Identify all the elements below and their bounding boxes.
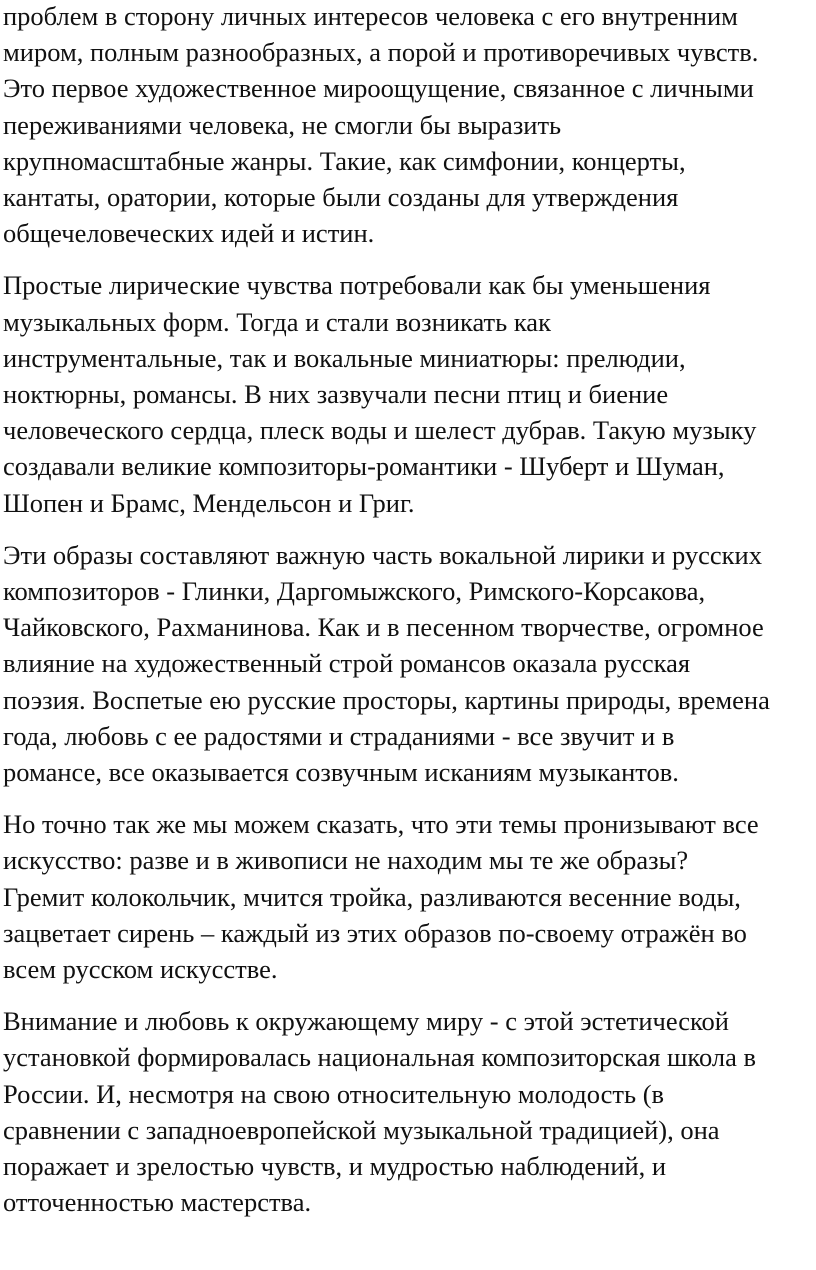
text-line: года, любовь с ее радостями и страданиями - все звучит и в bbox=[3, 720, 675, 751]
text-line: отточенностью мастерства. bbox=[3, 1187, 312, 1218]
text-line: установкой формировалась национальная композиторская школа в bbox=[3, 1042, 756, 1073]
text-line: Это первое художественное мироощущение, связанное с личными bbox=[3, 73, 754, 104]
text-line: миром, полным разнообразных, а порой и противоречивых чувств. bbox=[3, 37, 759, 68]
text-line: переживаниями человека, не смогли бы выразить bbox=[3, 109, 562, 140]
text-line: композиторов - Глинки, Даргомыжского, Римского-Корсакова, bbox=[3, 576, 706, 607]
paragraph-1 bbox=[3, 0, 814, 251]
text-line: крупномасштабные жанры. Такие, как симфонии, концерты, bbox=[3, 145, 686, 176]
text-line: Но точно так же мы можем сказать, что эти темы пронизывают все bbox=[3, 809, 759, 840]
text-line: инструментальные, так и вокальные миниатюры: прелюдии, bbox=[3, 342, 686, 373]
text-line: Внимание и любовь к окружающему миру - с этой эстетической bbox=[3, 1006, 729, 1037]
text-line: Эти образы составляют важную часть вокальной лирики и русских bbox=[3, 539, 762, 570]
text-line: искусство: разве и в живописи не находим мы те же образы? bbox=[3, 845, 689, 876]
text-line: всем русском искусстве. bbox=[3, 954, 278, 985]
text-line: России. И, несмотря на свою относительную молодость (в bbox=[3, 1078, 665, 1109]
paragraph-2 bbox=[3, 267, 814, 520]
paragraph-4 bbox=[3, 806, 814, 987]
text-line: создавали великие композиторы-романтики - Шуберт и Шуман, bbox=[3, 451, 725, 482]
paragraph-5 bbox=[3, 1003, 814, 1220]
text-line: музыкальных форм. Тогда и стали возникать как bbox=[3, 306, 551, 337]
text-line: человеческого сердца, плеск воды и шелест дубрав. Такую музыку bbox=[3, 415, 757, 446]
text-line: Чайковского, Рахманинова. Как и в песенном творчестве, огромное bbox=[3, 612, 764, 643]
text-line: Шопен и Брамс, Мендельсон и Григ. bbox=[3, 487, 415, 518]
text-line: сравнении с западноевропейской музыкальной традицией), она bbox=[3, 1114, 720, 1145]
text-line: кантаты, оратории, которые были созданы для утверждения bbox=[3, 182, 679, 213]
text-line: Гремит колокольчик, мчится тройка, разливаются весенние воды, bbox=[3, 881, 741, 912]
text-line: романсе, все оказывается созвучным исканиям музыкантов. bbox=[3, 757, 679, 788]
text-line: Простые лирические чувства потребовали как бы уменьшения bbox=[3, 270, 711, 301]
text-line: ноктюрны, романсы. В них зазвучали песни птиц и биение bbox=[3, 379, 669, 410]
text-line: проблем в сторону личных интересов человека с его внутренним bbox=[3, 1, 738, 31]
text-line: общечеловеческих идей и истин. bbox=[3, 218, 375, 249]
text-line: поэзия. Воспетые ею русские просторы, картины природы, времена bbox=[3, 684, 770, 715]
text-line: поражает и зрелостью чувств, и мудростью наблюдений, и bbox=[3, 1151, 667, 1182]
paragraph-3 bbox=[3, 537, 814, 790]
text-line: влияние на художественный строй романсов оказала русская bbox=[3, 648, 691, 679]
text-line: зацветает сирень – каждый из этих образов по-своему отражён во bbox=[3, 917, 747, 948]
